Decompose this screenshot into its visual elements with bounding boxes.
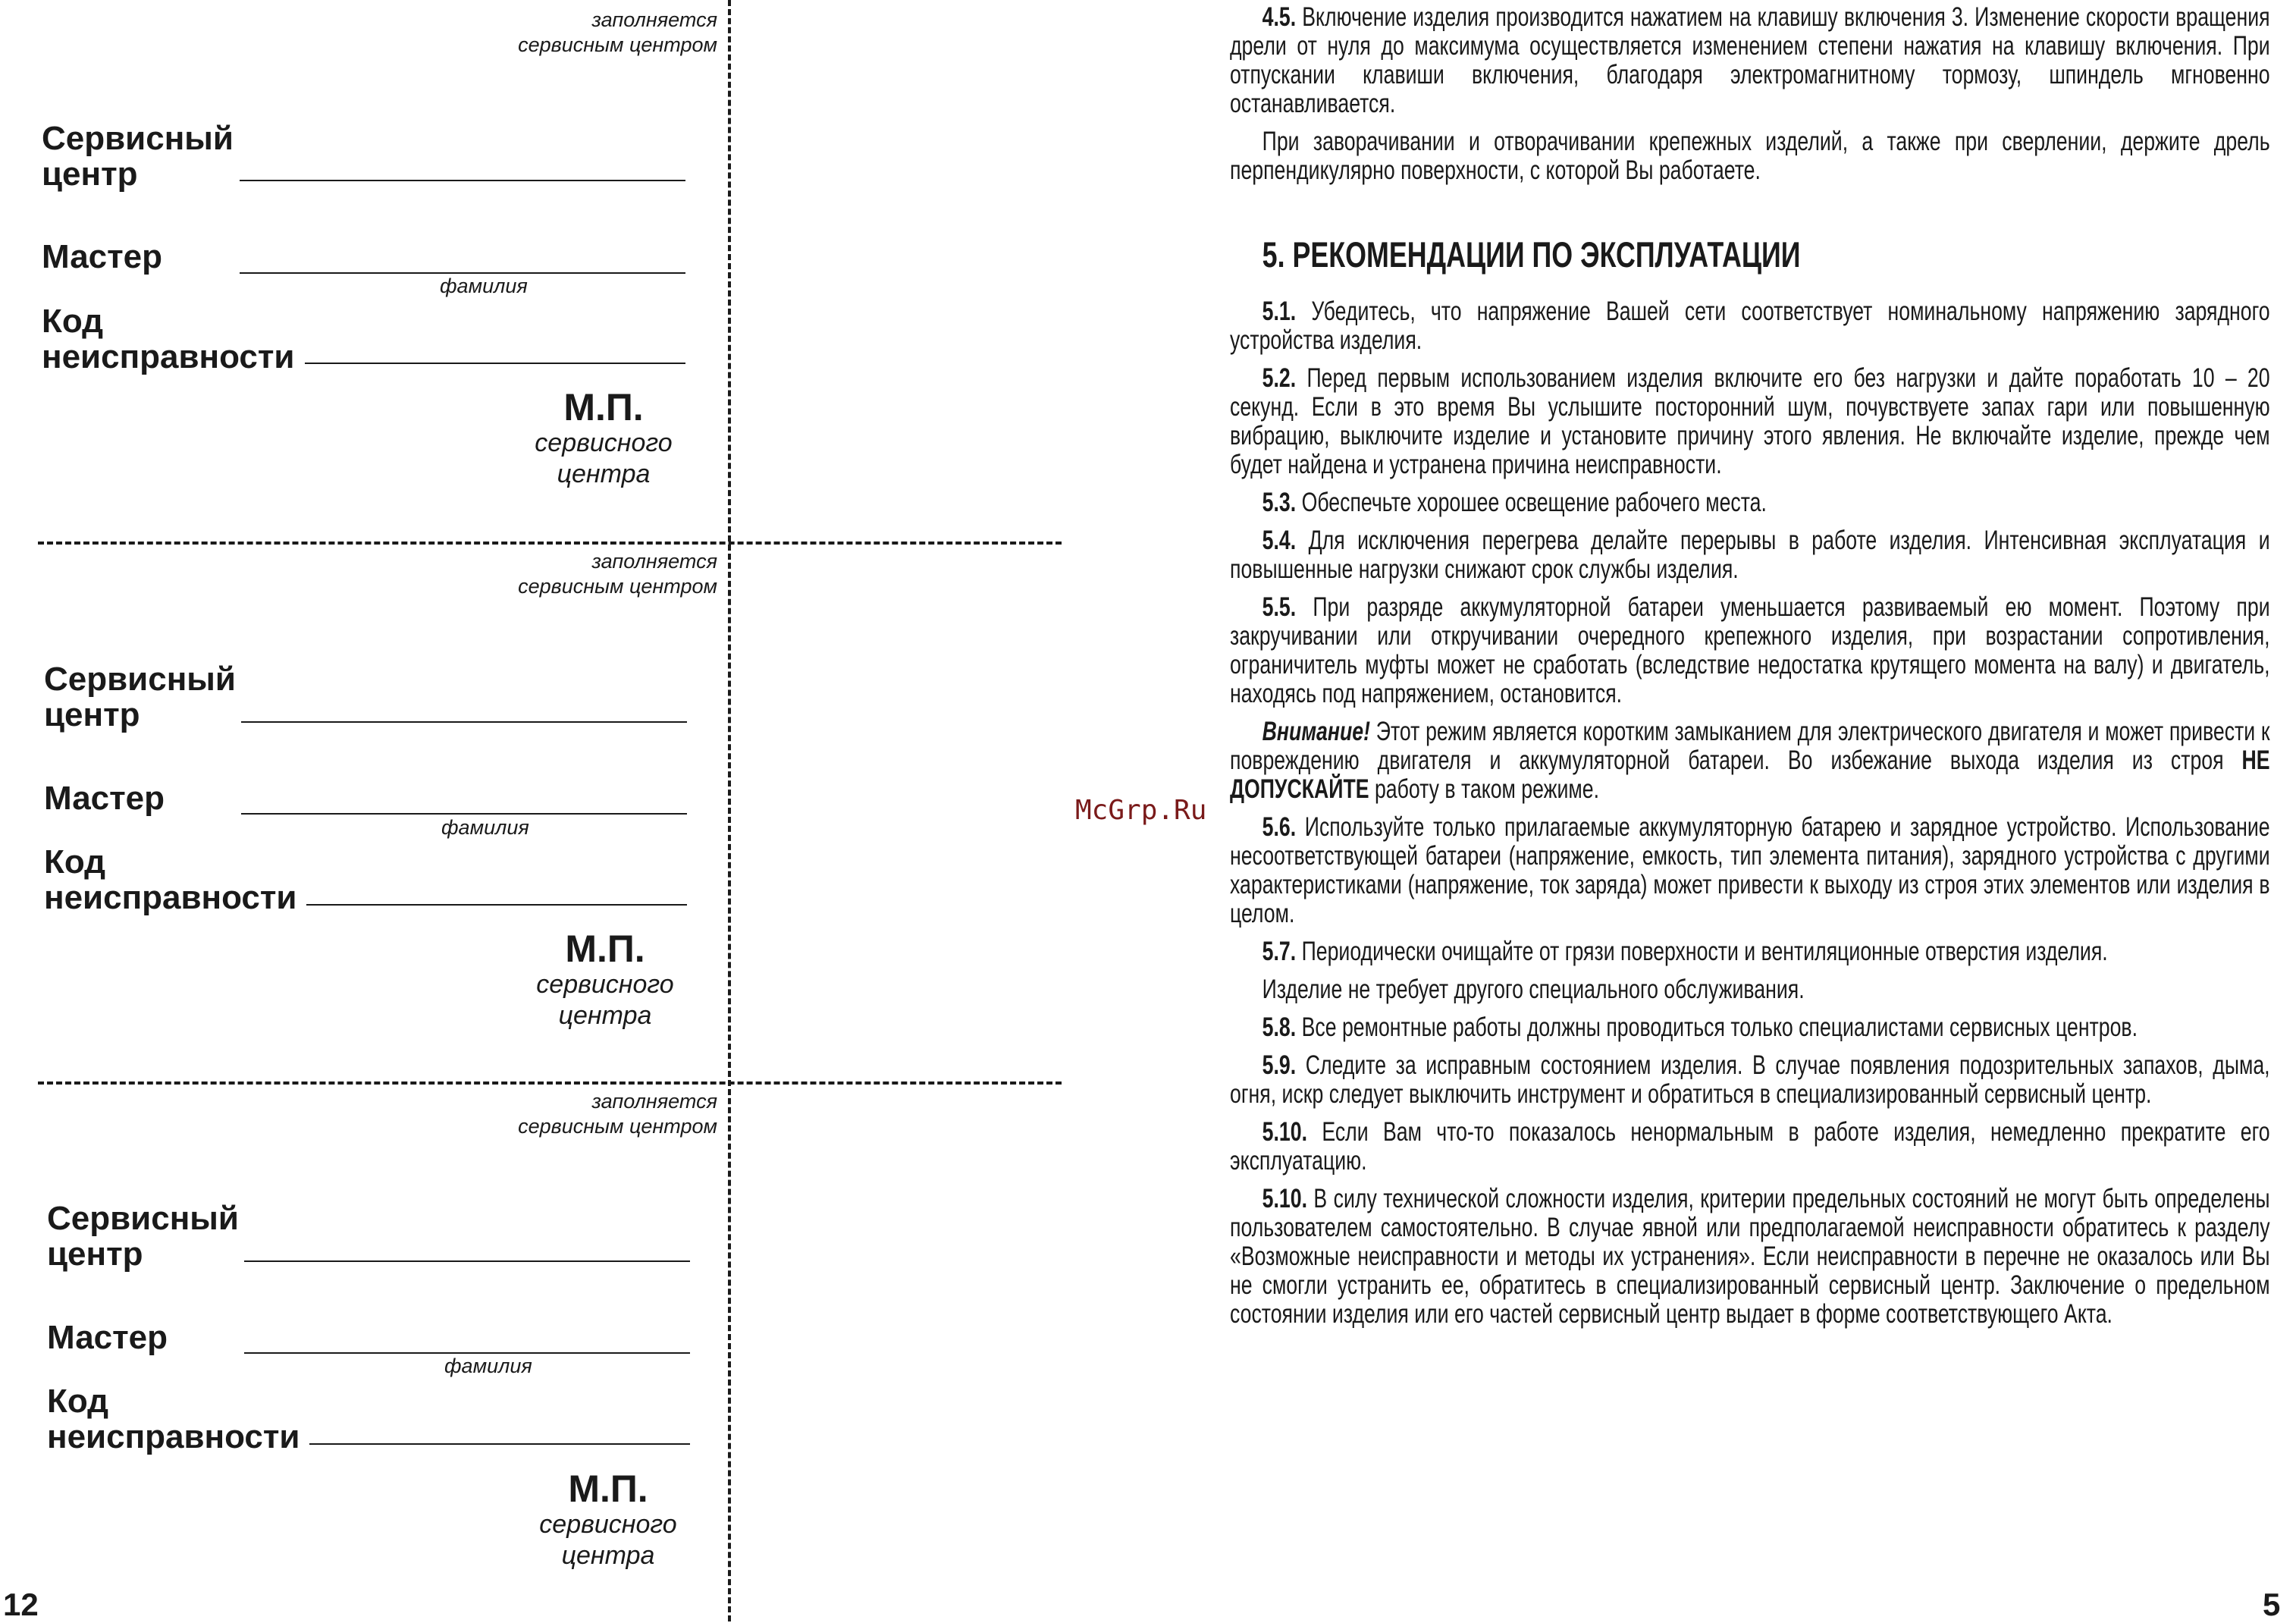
vertical-cut-line: [728, 0, 731, 1621]
stamp-area: М.П. сервисного центра: [535, 386, 673, 488]
fault-code-field[interactable]: [306, 904, 687, 906]
master-label: Мастер: [44, 780, 165, 817]
instructions-text: [1230, 3, 2270, 1338]
page-number-left: 12: [3, 1587, 39, 1622]
paragraph: Изделие не требует другого специального обслуживания.: [1262, 975, 1805, 1004]
master-field[interactable]: [240, 272, 685, 274]
fault-code-field[interactable]: [309, 1443, 690, 1445]
warning-paragraph: Внимание! Этот режим является коротким замыканием для электрического двигателя и может привести к повреждению двигателя и аккумуляторной батареи. Во избежание выхода изделия из строя НЕ ДОПУСКАЙТЕ работу в таком режиме.: [1230, 717, 2270, 804]
fault-code-label: Код неисправности: [44, 843, 297, 916]
right-page: [1107, 0, 2296, 1621]
paragraph: 5.10. В силу технической сложности изделия, критерии предельных состояний не могут быть определены пользователем самостоятельно. В случае явной или предполагаемой неисправности обратитесь к разделу «Возможные неисправности и методы их устранения». Если неисправности в перечне не оказалось или Вы не смогли устранить ее, обратитесь в специализированный сервисный центр. Заключение о предельном состоянии изделия или его частей сервисный центр выдает в форме соответствующего Акта.: [1230, 1184, 2270, 1329]
service-center-field[interactable]: [244, 1260, 690, 1262]
stamp-area: М.П. сервисного центра: [536, 928, 674, 1030]
paragraph: 5.8. Все ремонтные работы должны проводиться только специалистами сервисных центров.: [1262, 1012, 2138, 1042]
master-label: Мастер: [47, 1319, 168, 1356]
paragraph: 5.4. Для исключения перегрева делайте перерывы в работе изделия. Интенсивная эксплуатация и повышенные нагрузки снижают срок службы изделия.: [1230, 526, 2270, 584]
paragraph: 5.3. Обеспечьте хорошее освещение рабочего места.: [1262, 488, 1767, 517]
coupon: [0, 1081, 728, 1620]
watermark: McGrp.Ru: [1075, 795, 1207, 826]
fault-code-field[interactable]: [305, 363, 685, 364]
service-center-label: Сервисный центр: [44, 661, 236, 733]
fill-note: заполняется сервисным центром: [518, 1090, 717, 1138]
service-center-field[interactable]: [241, 721, 687, 723]
page-number-right: 5: [2263, 1587, 2281, 1622]
surname-hint: фамилия: [440, 275, 528, 297]
master-label: Мастер: [42, 238, 163, 275]
paragraph: 5.10. Если Вам что-то показалось ненормальным в работе изделия, немедленно прекратите его эксплуатацию.: [1230, 1117, 2270, 1176]
section-title: 5. РЕКОМЕНДАЦИИ ПО ЭКСПЛУАТАЦИИ: [1262, 234, 1801, 275]
surname-hint: фамилия: [441, 816, 529, 839]
coupon: [0, 0, 728, 538]
coupon: [0, 542, 728, 1080]
service-center-label: Сервисный центр: [47, 1200, 239, 1273]
master-field[interactable]: [241, 813, 687, 815]
fill-note: заполняется сервисным центром: [518, 550, 717, 598]
master-field[interactable]: [244, 1352, 690, 1354]
stamp-area: М.П. сервисного центра: [539, 1468, 677, 1570]
surname-hint: фамилия: [444, 1355, 532, 1377]
paragraph: 5.7. Периодически очищайте от грязи поверхности и вентиляционные отверстия изделия.: [1262, 937, 2108, 966]
paragraph: 5.6. Используйте только прилагаемые аккумуляторную батарею и зарядное устройство. Использование несоответствующей батареи (напряжение, емкость, тип элемента питания), зарядного устройства с другими характеристиками (напряжение, ток заряда) может привести к выходу из строя этих элементов или изделия в целом.: [1230, 812, 2270, 928]
paragraph: 5.5. При разряде аккумуляторной батареи уменьшается развиваемый ею момент. Поэтому при закручивании или откручивании очередного крепежного изделия, при возрастании сопротивления, ограничитель муфты может не сработать (вследствие недостатка крутящего момента на валу) и двигатель, находясь под напряжением, остановится.: [1230, 592, 2270, 708]
fault-code-label: Код неисправности: [47, 1383, 300, 1455]
fill-note: заполняется сервисным центром: [518, 8, 717, 56]
paragraph: 5.9. Следите за исправным состоянием изделия. В случае появления подозрительных запахов, дыма, огня, искр следует выключить инструмент и обратиться в специализированный сервисный центр.: [1230, 1050, 2270, 1109]
service-center-field[interactable]: [240, 180, 685, 181]
left-page: [0, 0, 1107, 1621]
service-center-label: Сервисный центр: [42, 120, 234, 193]
paragraph: 5.2. Перед первым использованием изделия включите его без нагрузки и дайте поработать 10 – 20 секунд. Если в это время Вы услышите посторонний шум, почувствуете запах гари или повышенную вибрацию, выключите изделие и установите причину этого явления. Не включайте изделие, прежде чем будет найдена и устранена причина неисправности.: [1230, 363, 2270, 479]
paragraph: 4.5. Включение изделия производится нажатием на клавишу включения 3. Изменение скорости вращения дрели от нуля до максимума осуществляется изменением степени нажатия на клавишу включения. При отпускании клавиши включения, благодаря электромагнитному тормозу, шпиндель мгновенно останавливается.: [1230, 2, 2270, 118]
fault-code-label: Код неисправности: [42, 303, 295, 375]
paragraph: 5.1. Убедитесь, что напряжение Вашей сети соответствует номинальному напряжению зарядного устройства изделия.: [1230, 297, 2270, 355]
paragraph: При заворачивании и отворачивании крепежных изделий, а также при сверлении, держите дрель перпендикулярно поверхности, с которой Вы работаете.: [1230, 127, 2270, 185]
